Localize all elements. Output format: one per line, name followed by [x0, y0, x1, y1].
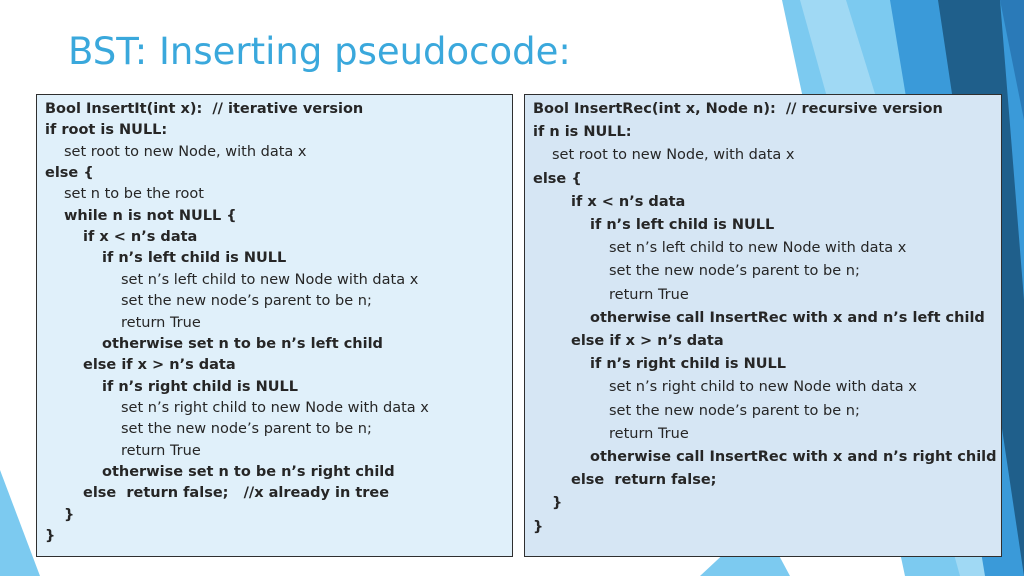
code-line: set root to new Node, with data x [552, 147, 795, 164]
shard-bottom-left [0, 470, 40, 576]
code-line: Bool InsertRec(int x, Node n): // recursive version [533, 101, 943, 117]
code-line: else { [533, 170, 582, 187]
slide-title: BST: Inserting pseudocode: [68, 30, 571, 73]
code-line: else if x > n’s data [83, 357, 236, 374]
code-line: otherwise set n to be n’s right child [102, 463, 395, 480]
code-line: } [45, 528, 56, 544]
code-line: set n’s left child to new Node with data x [121, 271, 419, 288]
code-line: set the new node’s parent to be n; [609, 263, 860, 280]
code-line: set the new node’s parent to be n; [121, 421, 372, 438]
code-line: otherwise call InsertRec with x and n’s left child [590, 309, 985, 326]
code-line: if n’s left child is NULL [590, 217, 775, 233]
code-line: if n’s left child is NULL [102, 250, 287, 267]
iterative-code-box [36, 94, 513, 557]
code-line: else return false; //x already in tree [83, 485, 390, 502]
code-line: } [552, 495, 563, 512]
code-line: set root to new Node, with data x [64, 143, 307, 160]
code-line: if n’s right child is NULL [590, 356, 786, 373]
code-line: else if x > n’s data [571, 333, 724, 349]
code-line: return True [609, 286, 689, 303]
code-line: if n is NULL: [533, 124, 632, 141]
code-line: set n’s right child to new Node with data x [609, 379, 917, 396]
code-line: set n’s right child to new Node with data x [121, 399, 429, 416]
code-line: if x < n’s data [83, 229, 198, 246]
code-line: return True [121, 314, 201, 331]
code-line: while n is not NULL { [64, 207, 237, 224]
code-line: else { [45, 165, 94, 182]
code-line: set n to be the root [64, 186, 204, 203]
code-line: set the new node’s parent to be n; [121, 293, 372, 310]
recursive-code-box [524, 94, 1002, 557]
code-line: return True [121, 442, 201, 459]
code-line: Bool InsertIt(int x): // iterative version [45, 101, 364, 117]
code-line: else return false; [571, 472, 717, 489]
code-line: otherwise call InsertRec with x and n’s right child [590, 449, 997, 465]
code-line: if root is NULL: [45, 122, 168, 139]
code-line: } [64, 506, 75, 523]
code-line: } [533, 518, 544, 535]
code-line: set n’s left child to new Node with data x [609, 240, 907, 257]
code-line: return True [609, 425, 689, 442]
code-line: if x < n’s data [571, 193, 686, 210]
code-line: if n’s right child is NULL [102, 378, 298, 395]
code-line: set the new node’s parent to be n; [609, 402, 860, 419]
code-line: otherwise set n to be n’s left child [102, 335, 383, 352]
